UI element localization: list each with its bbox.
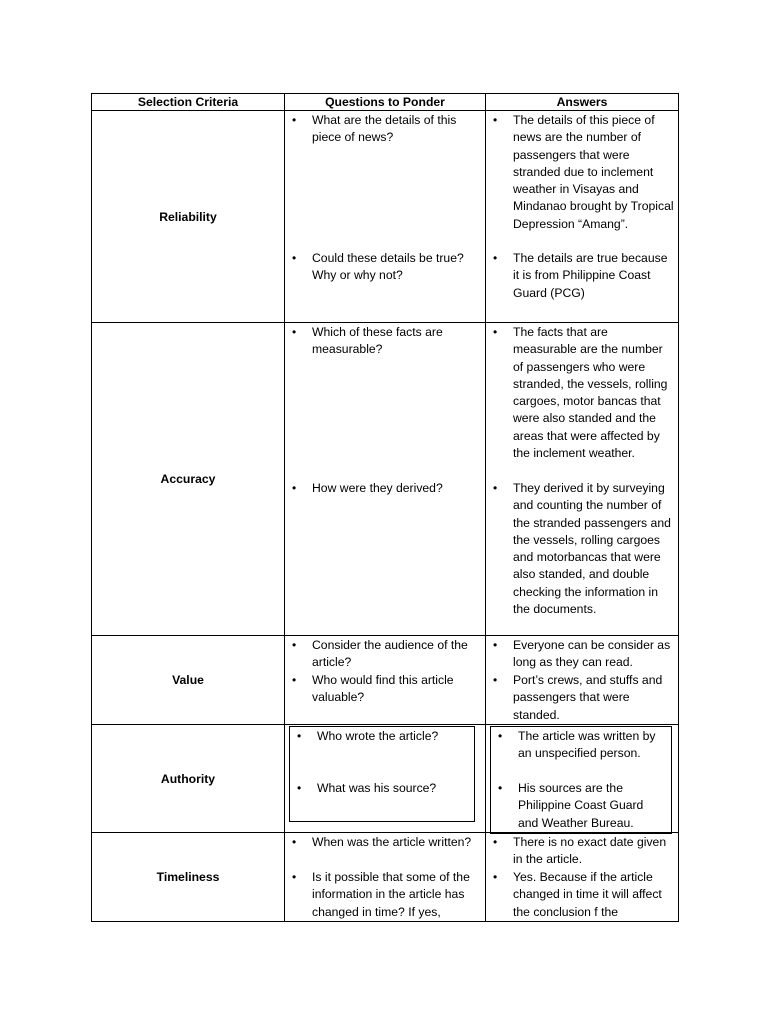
header-answers: Answers xyxy=(556,95,608,109)
question-item: • Which of these facts are measurable? xyxy=(285,324,485,359)
criteria-authority: Authority xyxy=(92,725,285,832)
header-questions: Questions to Ponder xyxy=(285,94,486,110)
answers-cell xyxy=(486,833,678,921)
questions-cell xyxy=(285,725,486,832)
question-item: • Who wrote the article? xyxy=(290,728,474,745)
answer-item: • The details of this piece of news are the number of passengers that were stranded due to inclement weather in Visayas and Mindanao brought by Tropical Depression “Amang”. xyxy=(486,112,678,233)
question-item: • Who would find this article valuable? xyxy=(285,672,485,707)
question-item: • What are the details of this piece of news? xyxy=(285,112,485,147)
answer-item: • Port’s crews, and stuffs and passengers that were standed. xyxy=(486,672,678,724)
answer-item: • Yes. Because if the article changed in time it will affect the conclusion f the xyxy=(486,869,678,921)
question-item: • When was the article written? xyxy=(285,834,485,851)
criteria-accuracy: Accuracy xyxy=(92,323,285,635)
answer-item: • They derived it by surveying and counting the number of the stranded passengers and the vessels, rolling cargoes and motorbancas that were also standed, and double checking the information in the documents. xyxy=(486,480,678,618)
questions-cell xyxy=(285,111,486,322)
table-row-reliability xyxy=(91,111,679,323)
question-item: • Could these details be true? Why or why not? xyxy=(285,250,485,285)
answer-item: • The details are true because it is from Philippine Coast Guard (PCG) xyxy=(486,250,678,302)
answer-item: • His sources are the Philippine Coast Guard and Weather Bureau. xyxy=(491,780,671,832)
questions-cell xyxy=(285,323,486,635)
questions-inner-box xyxy=(289,726,475,822)
answer-item: • The article was written by an unspecified person. xyxy=(491,728,671,763)
questions-cell xyxy=(285,833,486,921)
answers-inner-box xyxy=(490,726,672,834)
answers-cell xyxy=(486,323,678,635)
header-criteria: Selection Criteria xyxy=(92,94,285,110)
table-header-row xyxy=(91,93,679,111)
table-row-accuracy xyxy=(91,323,679,636)
question-item: • How were they derived? xyxy=(285,480,485,497)
criteria-table xyxy=(91,93,679,922)
criteria-timeliness: Timeliness xyxy=(92,833,285,921)
questions-cell xyxy=(285,636,486,724)
question-item: • Consider the audience of the article? xyxy=(285,637,485,672)
table-row-value xyxy=(91,636,679,725)
answer-item: • There is no exact date given in the article. xyxy=(486,834,678,869)
answer-item: • The facts that are measurable are the number of passengers who were stranded, the vessels, rolling cargoes, motor bancas that were also standed and the areas that were affected by the inclement weather. xyxy=(486,324,678,462)
question-item: • Is it possible that some of the information in the article has changed in time? If yes, xyxy=(285,869,485,921)
criteria-reliability: Reliability xyxy=(92,111,285,322)
table-row-authority xyxy=(91,725,679,833)
criteria-value: Value xyxy=(92,636,285,724)
answer-item: • Everyone can be consider as long as they can read. xyxy=(486,637,678,672)
answers-cell xyxy=(486,725,678,832)
answers-cell xyxy=(486,636,678,724)
answers-cell xyxy=(486,111,678,322)
question-item: • What was his source? xyxy=(290,780,474,797)
table-row-timeliness xyxy=(91,833,679,922)
